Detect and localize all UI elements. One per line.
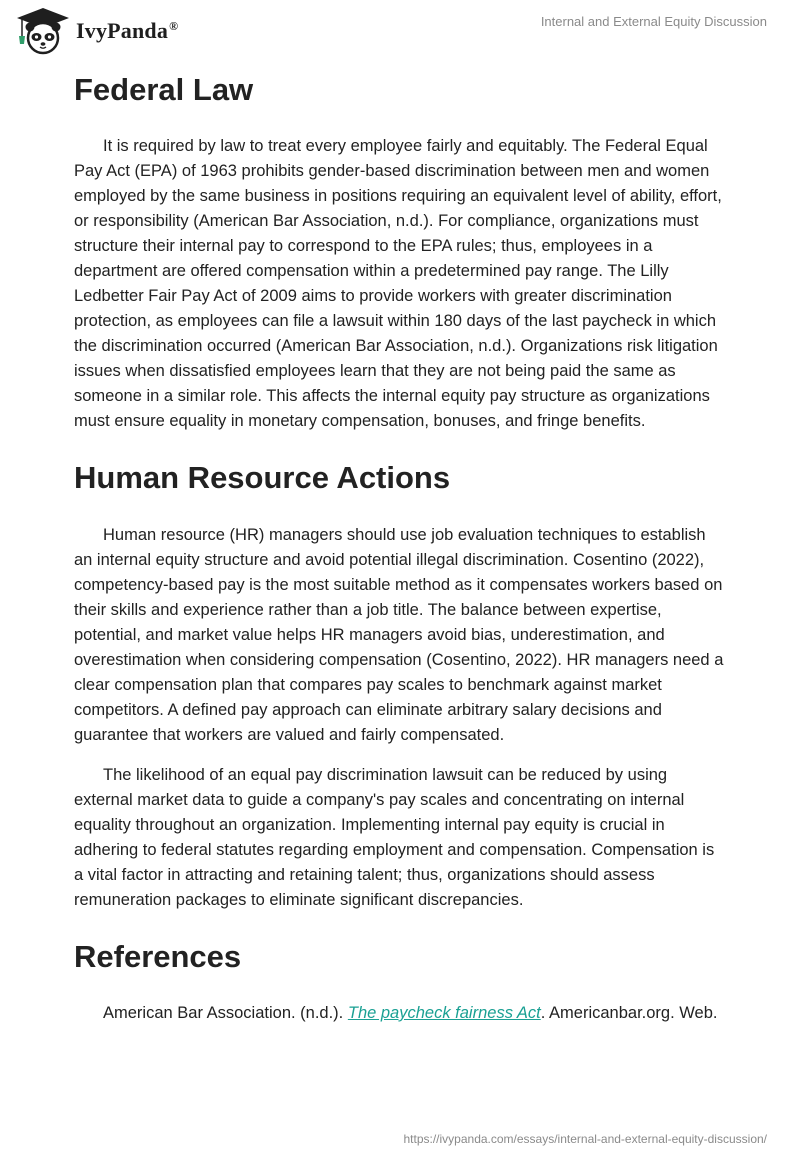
brand-name bbox=[76, 18, 178, 44]
document-title: Internal and External Equity Discussion bbox=[540, 14, 767, 29]
paragraph-hr-actions-1: Human resource (HR) managers should use job evaluation techniques to establish an internal equity structure and avoid potential illegal discrimination. Cosentino (2022), competency-based pay is the most suitable method as it compensates workers based on their skills and experience rather than a job title. The balance between expertise, potential, and market value helps HR managers avoid bias, underestimation, and overestimation when considering compensation (Cosentino, 2022). HR managers need a clear compensation plan that compares pay scales to benchmark against market competitors. A defined pay approach can eliminate arbitrary salary decisions and guarantee that workers are valued and fairly compensated. bbox=[74, 526, 724, 744]
section-federal-law bbox=[74, 70, 724, 434]
brand-label: IvyPanda bbox=[76, 18, 169, 43]
reference-entry bbox=[74, 1001, 724, 1026]
paragraph-hr-actions-2: The likelihood of an equal pay discrimination lawsuit can be reduced by using external market data to guide a company's pay scales and concentrating on internal equality throughout an organization. Implementing internal pay equity is crucial in adhering to federal statutes regarding employment and compensation. Compensation is a vital factor in attracting and retaining talent; thus, organizations should assess remuneration packages to eliminate significant discrepancies. bbox=[74, 766, 715, 909]
heading-references: References bbox=[74, 939, 242, 974]
essay-content bbox=[74, 70, 724, 1026]
reference-link[interactable]: The paycheck fairness Act bbox=[347, 1004, 541, 1022]
heading-hr-actions: Human Resource Actions bbox=[74, 460, 451, 495]
heading-federal-law: Federal Law bbox=[74, 72, 254, 107]
paragraph-federal-law: It is required by law to treat every employee fairly and equitably. The Federal Equal Pay Act (EPA) of 1963 prohibits gender-based discrimination between men and women employed by the same business in positions requiring an equivalent level of ability, effort, or responsibility (American Bar Association, n.d.). For compliance, organizations must structure their internal pay to correspond to the EPA rules; thus, employees in a department are offered compensation within a predetermined pay range. The Lilly Ledbetter Fair Pay Act of 2009 aims to provide workers with greater discrimination protection, as employees can file a lawsuit within 180 days of the last paycheck in which the discrimination occurred (American Bar Association, n.d.). Organizations risk litigation issues when dissatisfied employees learn that they are not being paid the same as someone in a similar role. This affects the internal equity pay structure as organizations must ensure equality in monetary compensation, bonuses, and fringe benefits. bbox=[74, 137, 722, 430]
section-references bbox=[74, 937, 724, 1026]
footer-url[interactable]: https://ivypanda.com/essays/internal-and-external-equity-discussion/ bbox=[403, 1132, 767, 1146]
section-hr-actions bbox=[74, 458, 724, 913]
reference-source: . Americanbar.org. Web. bbox=[540, 1004, 718, 1022]
reference-author: American Bar Association. (n.d.). bbox=[103, 1004, 348, 1022]
page-header bbox=[0, 0, 800, 60]
registered-mark: ® bbox=[169, 18, 179, 33]
panda-graduate-icon bbox=[14, 6, 72, 56]
ivypanda-logo[interactable] bbox=[14, 6, 178, 56]
